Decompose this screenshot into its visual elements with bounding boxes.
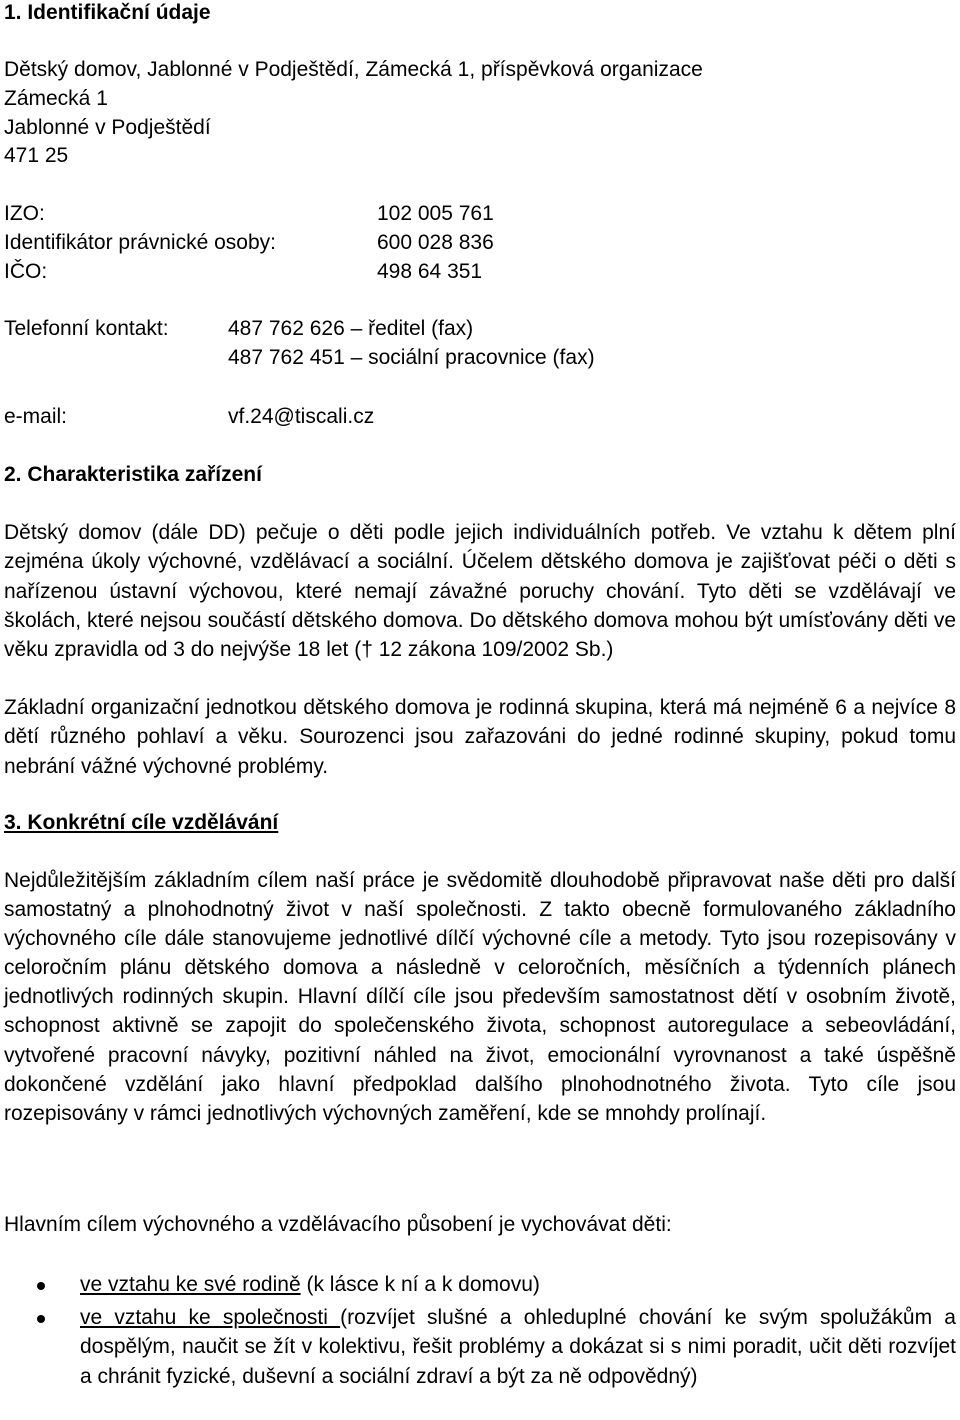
bullet-icon [37,1282,45,1290]
section-1-heading: 1. Identifikační údaje [4,1,211,24]
phone-value: 487 762 451 – sociální pracovnice (fax) [228,346,595,369]
address-line-4: 471 25 [4,144,69,167]
section-2-heading: 2. Charakteristika zařízení [4,463,262,486]
id-value: 102 005 761 [377,202,494,225]
phone-label: Telefonní kontakt: [4,317,169,340]
id-value: 600 028 836 [377,231,494,254]
goals-list [0,1270,960,1391]
section-3-intro: Hlavním cílem výchovného a vzdělávacího působení je vychovávat děti: [4,1213,672,1236]
list-item-topic: ve vztahu ke společnosti [80,1305,341,1329]
list-item-text: (rozvíjet slušné a ohleduplné chování ke svým spolužákům a dospělým, naučit se žít v kolektivu, řešit problémy a dokázat si s nimi poradit, učit děti rozvíjet a chránit fyzické, duševní a sociální zdraví a být za ně odpovědný) [80,1305,956,1388]
email-value: vf.24@tiscali.cz [228,405,375,428]
list-item [0,1303,956,1392]
id-label: IZO: [4,202,45,225]
address-line-2: Zámecká 1 [4,87,108,110]
email-label: e-mail: [4,405,68,428]
list-item [0,1270,956,1300]
section-2-paragraph-1: Dětský domov (dále DD) pečuje o děti podle jejich individuálních potřeb. Ve vztahu k dětem plní zejména úkoly výchovné, vzdělávací a sociální. Účelem dětského domova je zajišťovat péči o děti s nařízenou ústavní výchovou, které nemají závažné poruchy chování. Tyto děti se vzdělávají ve školách, které nejsou součástí dětského domova. Do dětského domova mohou být umísťovány děti ve věku zpravidla od 3 do nejvýše 18 let († 12 zákona 109/2002 Sb.) [4,521,956,662]
list-item-topic: ve vztahu ke své rodině [80,1273,301,1296]
list-item-text: (k lásce k ní a k domovu) [300,1273,540,1296]
address-line-1: Dětský domov, Jablonné v Podještědí, Zámecká 1, příspěvková organizace [4,58,703,81]
bullet-icon [37,1315,45,1323]
phone-value: 487 762 626 – ředitel (fax) [228,317,474,340]
address-line-3: Jablonné v Podještědí [4,116,211,139]
section-3-heading: 3. Konkrétní cíle vzdělávání [4,811,279,834]
section-3-paragraph-1: Nejdůležitějším základním cílem naší práce je svědomitě dlouhodobě připravovat naše děti pro další samostatný a plnohodnotný život v naší společnosti. Z takto obecně formulovaného základního výchovného cíle dále stanovujeme jednotlivé dílčí výchovné cíle a metody. Tyto jsou rozepisovány v celoročním plánu dětského domova a následně v celoročních, měsíčních a týdenních plánech jednotlivých rodinných skupin. Hlavní dílčí cíle jsou především samostatnost dětí v osobním životě, schopnost aktivně se zapojit do společenského života, schopnost autoregulace a sebeovládání, vytvořené pracovní návyky, pozitivní náhled na život, emocionální vyrovnanost a také úspěšně dokončené vzdělání jako hlavní předpoklad dalšího plnohodnotného života. Tyto cíle jsou rozepisovány v rámci jednotlivých výchovných zaměření, kde se mnohdy prolínají. [4,869,956,1125]
section-2-paragraph-2: Základní organizační jednotkou dětského domova je rodinná skupina, která má nejméně 6 a nejvíce 8 dětí různého pohlaví a věku. Sourozenci jsou zařazováni do jedné rodinné skupiny, pokud tomu nebrání vážné výchovné problémy. [4,696,956,778]
id-label: IČO: [4,260,48,283]
id-value: 498 64 351 [377,260,483,283]
id-label: Identifikátor právnické osoby: [4,231,276,254]
